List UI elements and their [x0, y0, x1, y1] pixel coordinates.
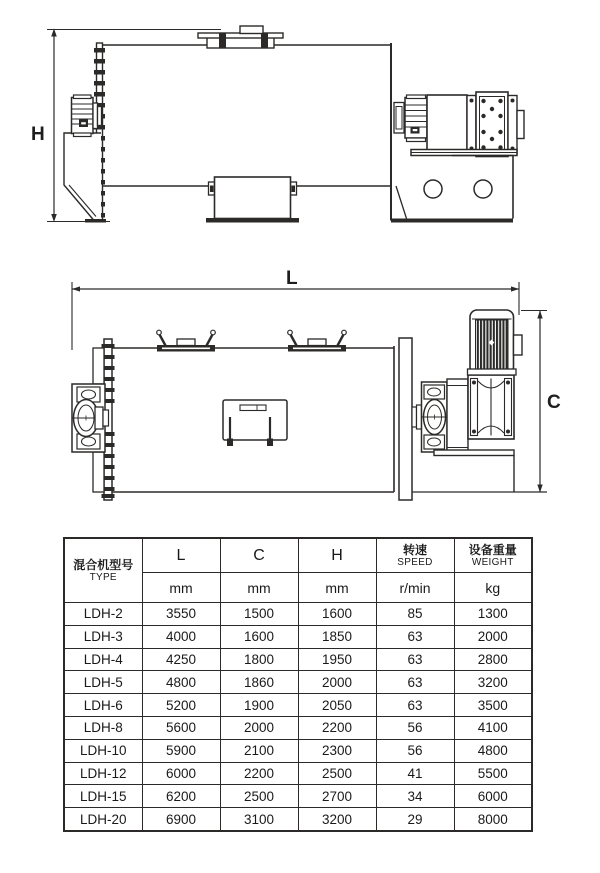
table-cell-type: LDH-5 [64, 671, 142, 694]
header-speed-zh: 转速 [402, 542, 427, 557]
header-col-h: H [298, 538, 376, 573]
table-cell-l: 4250 [142, 648, 220, 671]
table-row [64, 785, 532, 808]
header-col-c: C [220, 538, 298, 573]
table-row [64, 716, 532, 739]
table-row [64, 694, 532, 717]
table-cell-l: 5600 [142, 716, 220, 739]
table-cell-c: 1800 [220, 648, 298, 671]
stand-hole [424, 180, 442, 198]
table-cell-l: 5200 [142, 694, 220, 717]
discharge-valve-box [206, 177, 299, 223]
table-cell-h: 2300 [298, 739, 376, 762]
table-cell-c: 1860 [220, 671, 298, 694]
table-cell-weight: 6000 [454, 785, 532, 808]
table-cell-h: 1600 [298, 603, 376, 626]
table-cell-l: 5900 [142, 739, 220, 762]
table-row [64, 739, 532, 762]
table-cell-weight: 2000 [454, 625, 532, 648]
table-cell-speed: 63 [376, 625, 454, 648]
unit-l: mm [142, 573, 220, 603]
gearbox-plan [468, 375, 514, 439]
table-cell-h: 2500 [298, 762, 376, 785]
table-cell-weight: 5500 [454, 762, 532, 785]
header-weight-zh: 设备重量 [468, 542, 517, 557]
table-cell-type: LDH-2 [64, 603, 142, 626]
table-cell-c: 3100 [220, 808, 298, 831]
header-col-l: L [142, 538, 220, 573]
side-view-drawing [0, 0, 600, 262]
table-cell-type: LDH-6 [64, 694, 142, 717]
l-label: L [286, 268, 298, 289]
header-weight-en: WEIGHT [471, 556, 514, 568]
table-cell-speed: 63 [376, 694, 454, 717]
access-plate [223, 400, 287, 446]
table-row [64, 603, 532, 626]
table-cell-h: 2000 [298, 671, 376, 694]
unit-speed: r/min [376, 573, 454, 603]
l-dimension [72, 268, 519, 350]
motor-body [427, 95, 467, 152]
table-row [64, 625, 532, 648]
header-weight [454, 538, 532, 573]
table-cell-speed: 63 [376, 648, 454, 671]
table-cell-c: 1900 [220, 694, 298, 717]
header-type-en: TYPE [89, 571, 117, 583]
vertical-motor-plan [468, 310, 523, 375]
table-cell-l: 4800 [142, 671, 220, 694]
right-end-assembly [399, 310, 522, 500]
table-row [64, 762, 532, 785]
plan-view-drawing [0, 262, 600, 530]
left-drive-motor [64, 95, 106, 223]
table-cell-h: 3200 [298, 808, 376, 831]
c-label: C [547, 392, 561, 413]
table-cell-speed: 56 [376, 739, 454, 762]
table-cell-h: 1950 [298, 648, 376, 671]
spec-table-body [64, 603, 532, 831]
table-row [64, 808, 532, 831]
table-cell-c: 2500 [220, 785, 298, 808]
h-label: H [31, 124, 45, 145]
table-cell-h: 1850 [298, 625, 376, 648]
table-cell-weight: 4100 [454, 716, 532, 739]
table-cell-weight: 2800 [454, 648, 532, 671]
header-speed [376, 538, 454, 573]
clamp-knob [211, 330, 216, 335]
table-cell-c: 2100 [220, 739, 298, 762]
table-cell-type: LDH-10 [64, 739, 142, 762]
table-cell-l: 3550 [142, 603, 220, 626]
right-drive-train [394, 92, 524, 157]
table-cell-l: 6900 [142, 808, 220, 831]
left-end-bearing [72, 348, 109, 492]
table-cell-speed: 29 [376, 808, 454, 831]
table-cell-weight: 1300 [454, 603, 532, 626]
table-cell-speed: 41 [376, 762, 454, 785]
table-cell-weight: 4800 [454, 739, 532, 762]
table-cell-weight: 3500 [454, 694, 532, 717]
clamp-knob [157, 330, 162, 335]
table-cell-weight: 3200 [454, 671, 532, 694]
table-row [64, 671, 532, 694]
table-cell-l: 4000 [142, 625, 220, 648]
motor-junction-box [514, 335, 523, 355]
gearbox-side [467, 92, 524, 157]
table-cell-type: LDH-15 [64, 785, 142, 808]
header-type [64, 538, 142, 603]
manhole-plan-1 [157, 330, 216, 351]
unit-h: mm [298, 573, 376, 603]
table-cell-speed: 85 [376, 603, 454, 626]
table-cell-type: LDH-8 [64, 716, 142, 739]
spec-table [63, 537, 533, 832]
support-stand [391, 156, 513, 223]
header-speed-en: SPEED [397, 556, 433, 568]
table-cell-speed: 34 [376, 785, 454, 808]
unit-c: mm [220, 573, 298, 603]
table-cell-type: LDH-3 [64, 625, 142, 648]
table-cell-c: 1500 [220, 603, 298, 626]
table-cell-type: LDH-12 [64, 762, 142, 785]
table-cell-h: 2050 [298, 694, 376, 717]
table-cell-c: 2200 [220, 762, 298, 785]
manhole-plan-2 [288, 330, 347, 351]
h-dimension [31, 29, 221, 223]
unit-weight: kg [454, 573, 532, 603]
stand-hole [474, 180, 492, 198]
table-cell-l: 6200 [142, 785, 220, 808]
header-type-zh: 混合机型号 [73, 557, 134, 572]
table-cell-c: 1600 [220, 625, 298, 648]
table-cell-type: LDH-20 [64, 808, 142, 831]
table-cell-c: 2000 [220, 716, 298, 739]
table-cell-h: 2700 [298, 785, 376, 808]
clamp-knob [288, 330, 293, 335]
table-cell-weight: 8000 [454, 808, 532, 831]
table-cell-speed: 63 [376, 671, 454, 694]
table-cell-type: LDH-4 [64, 648, 142, 671]
table-cell-speed: 56 [376, 716, 454, 739]
clamp-knob [342, 330, 347, 335]
table-cell-l: 6000 [142, 762, 220, 785]
table-cell-h: 2200 [298, 716, 376, 739]
table-row [64, 648, 532, 671]
